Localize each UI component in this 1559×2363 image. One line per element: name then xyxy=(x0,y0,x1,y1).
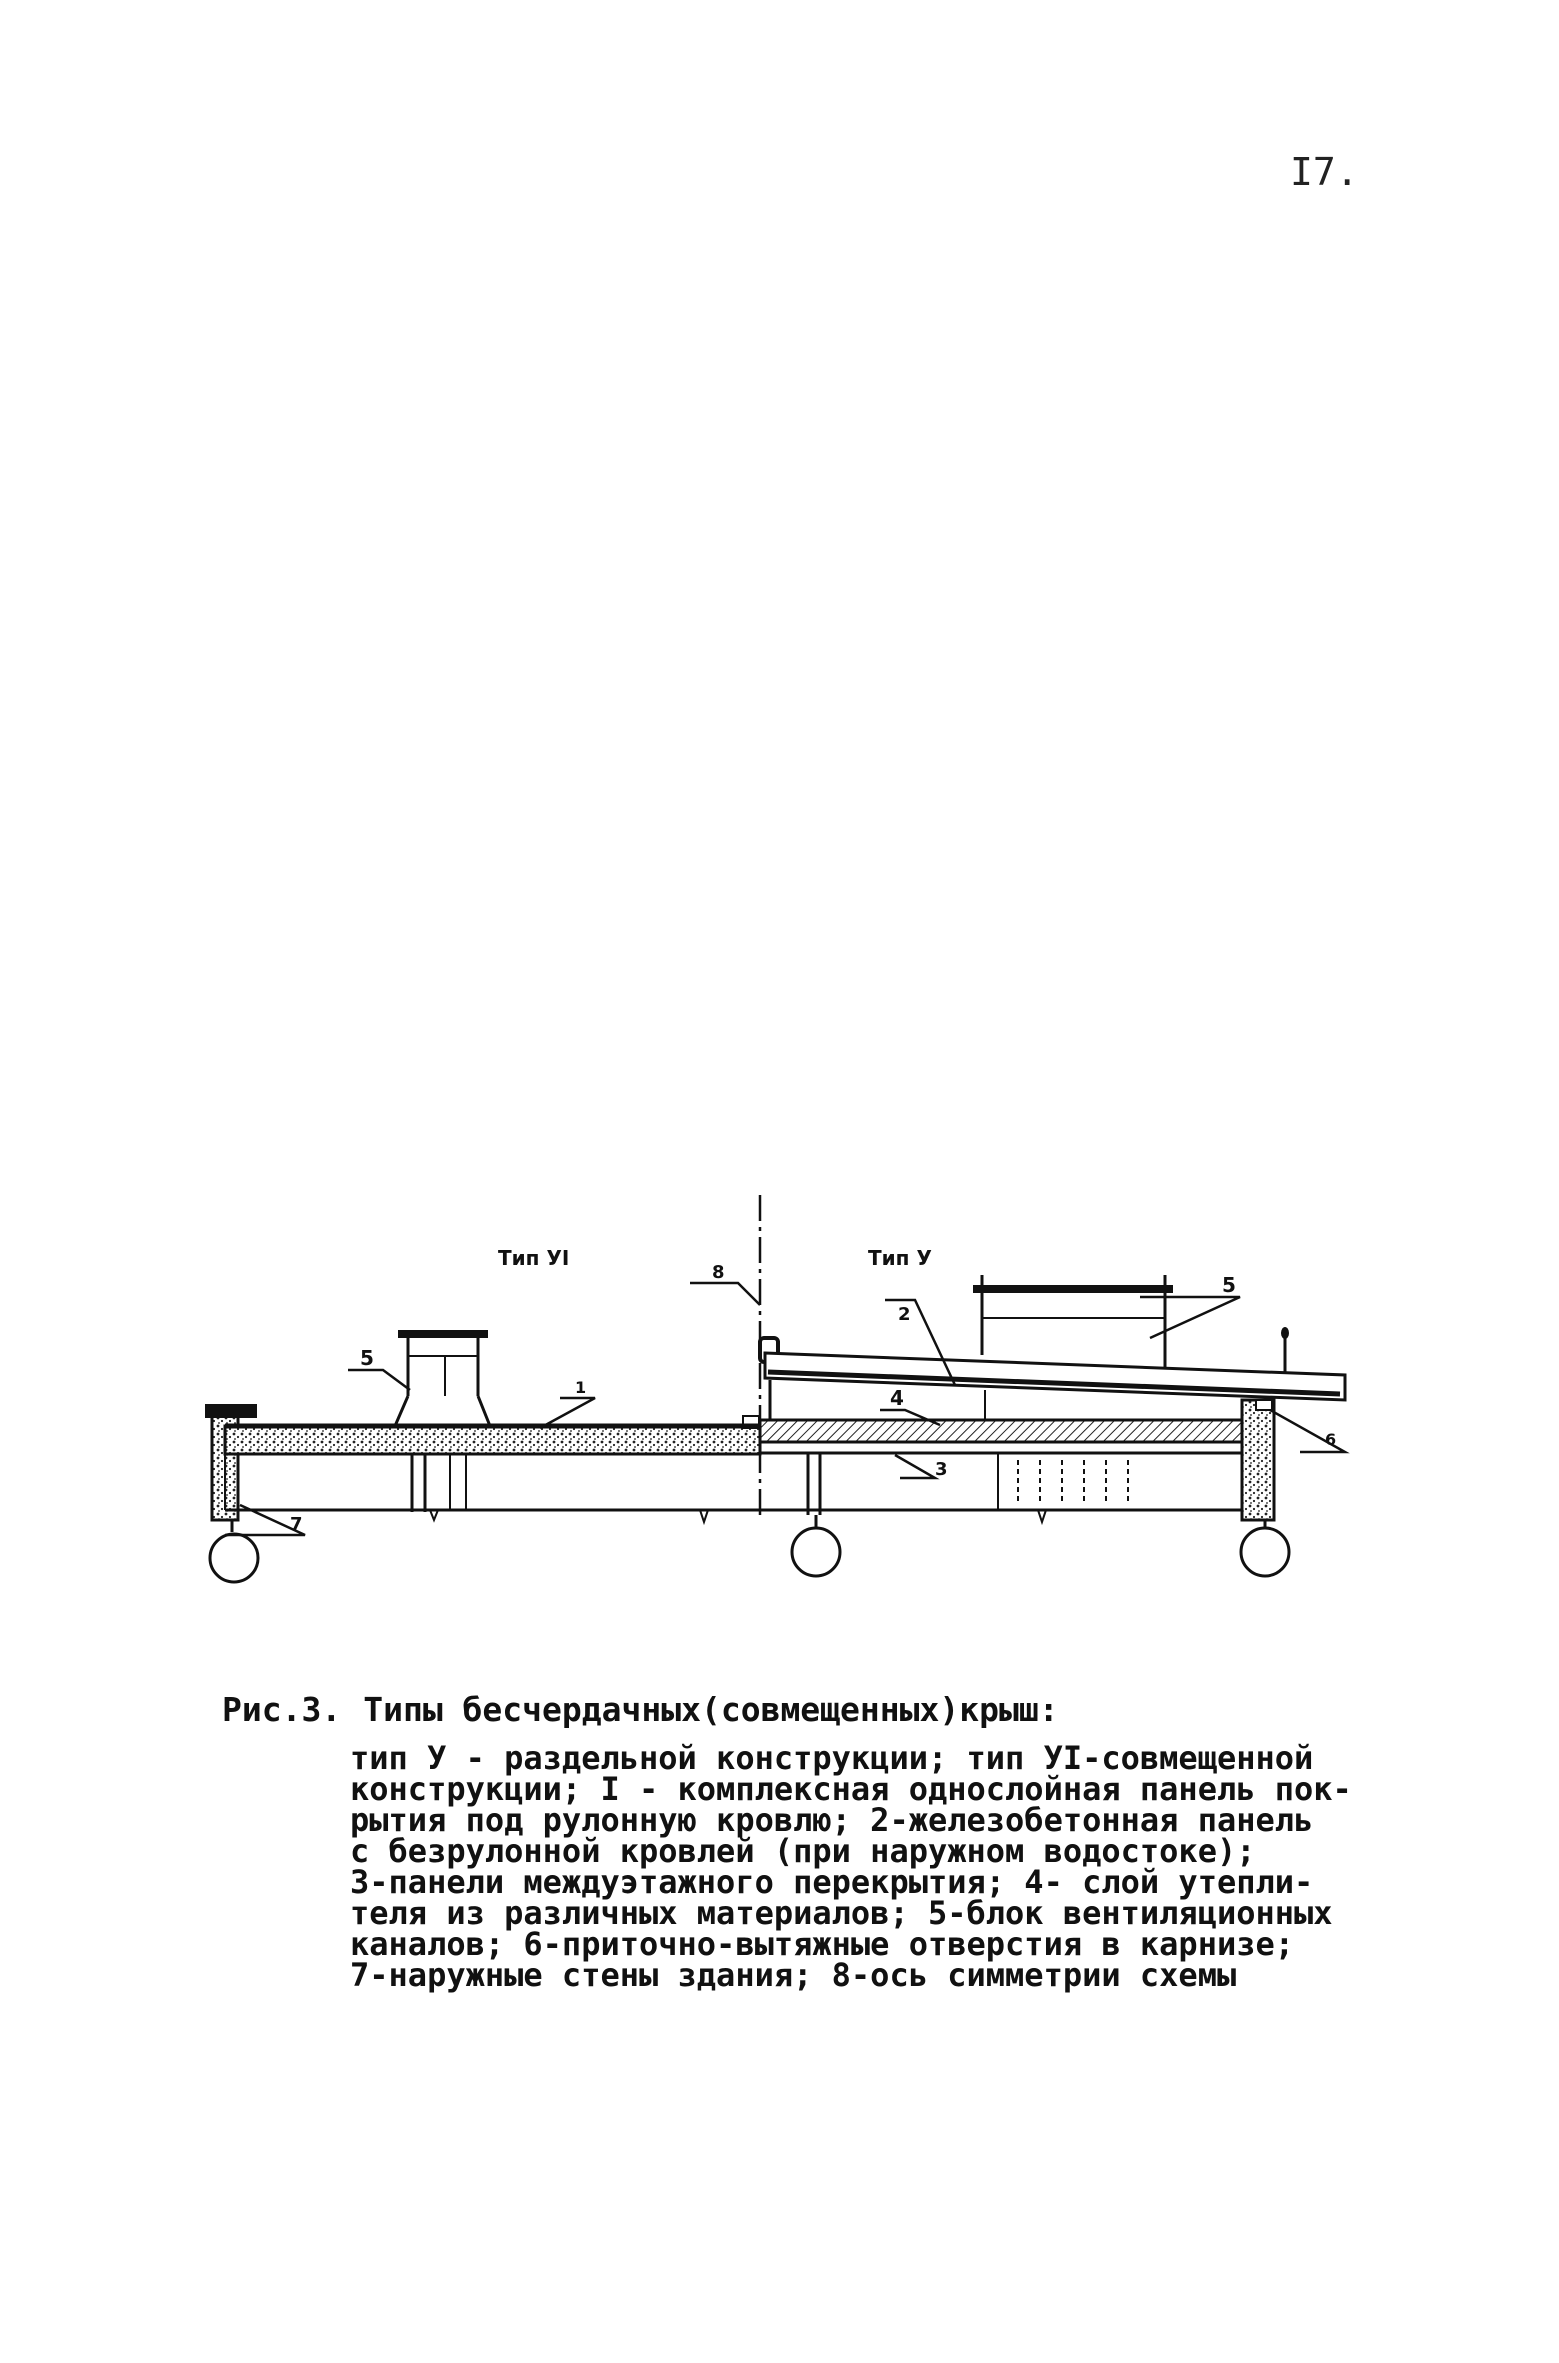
caption-body xyxy=(350,1739,1390,1994)
caption-line: рытия под рулонную кровлю; 2-железобетонная панель xyxy=(350,1801,1314,1839)
caption-line: с безрулонной кровлей (при наружном водостоке); xyxy=(350,1832,1256,1870)
outer-wall-left xyxy=(205,1404,257,1520)
label-type-5: Тип У xyxy=(868,1246,932,1270)
callout-3: 3 xyxy=(935,1459,948,1480)
combined-roof-panel xyxy=(225,1426,760,1522)
callout-2: 2 xyxy=(898,1304,911,1325)
caption-line: конструкции; I - комплексная однослойная панель пок- xyxy=(350,1770,1352,1808)
slab-and-insulation xyxy=(743,1380,1268,1522)
figure-number: Рис.3. xyxy=(222,1690,342,1729)
page-number: I7. xyxy=(1290,150,1359,194)
callout-7: 7 xyxy=(290,1514,303,1535)
callout-5-right: 5 xyxy=(1222,1273,1236,1297)
caption-line: каналов; 6-приточно-вытяжные отверстия в карнизе; xyxy=(350,1925,1295,1963)
roof-section-drawing xyxy=(0,1180,1559,1620)
ventilation-block-left xyxy=(395,1330,490,1426)
figure-title: Типы бесчердачных(совмещенных)крыш: xyxy=(363,1690,1059,1729)
callout-5-left: 5 xyxy=(360,1346,374,1370)
concrete-roof-panel xyxy=(760,1327,1345,1400)
leader-lines xyxy=(225,1283,1345,1535)
callout-1: 1 xyxy=(575,1378,587,1397)
caption-line: 7-наружные стены здания; 8-ось симметрии схемы xyxy=(350,1956,1237,1994)
outer-wall-right xyxy=(1242,1400,1274,1520)
callout-4: 4 xyxy=(890,1386,904,1410)
label-type-6: Тип УI xyxy=(498,1246,570,1270)
caption-line: 3-панели междуэтажного перекрытия; 4- слой утепли- xyxy=(350,1863,1314,1901)
callout-6: 6 xyxy=(1325,1430,1337,1449)
caption-heading xyxy=(222,1690,1422,1729)
axis-markers xyxy=(210,1515,1289,1582)
ventilation-block-right xyxy=(973,1275,1173,1368)
caption-line: тип У - раздельной конструкции; тип УI-совмещенной xyxy=(350,1739,1314,1777)
caption-line: теля из различных материалов; 5-блок вентиляционных xyxy=(350,1894,1333,1932)
callout-8: 8 xyxy=(712,1262,725,1283)
figure-caption xyxy=(222,1690,1422,1994)
